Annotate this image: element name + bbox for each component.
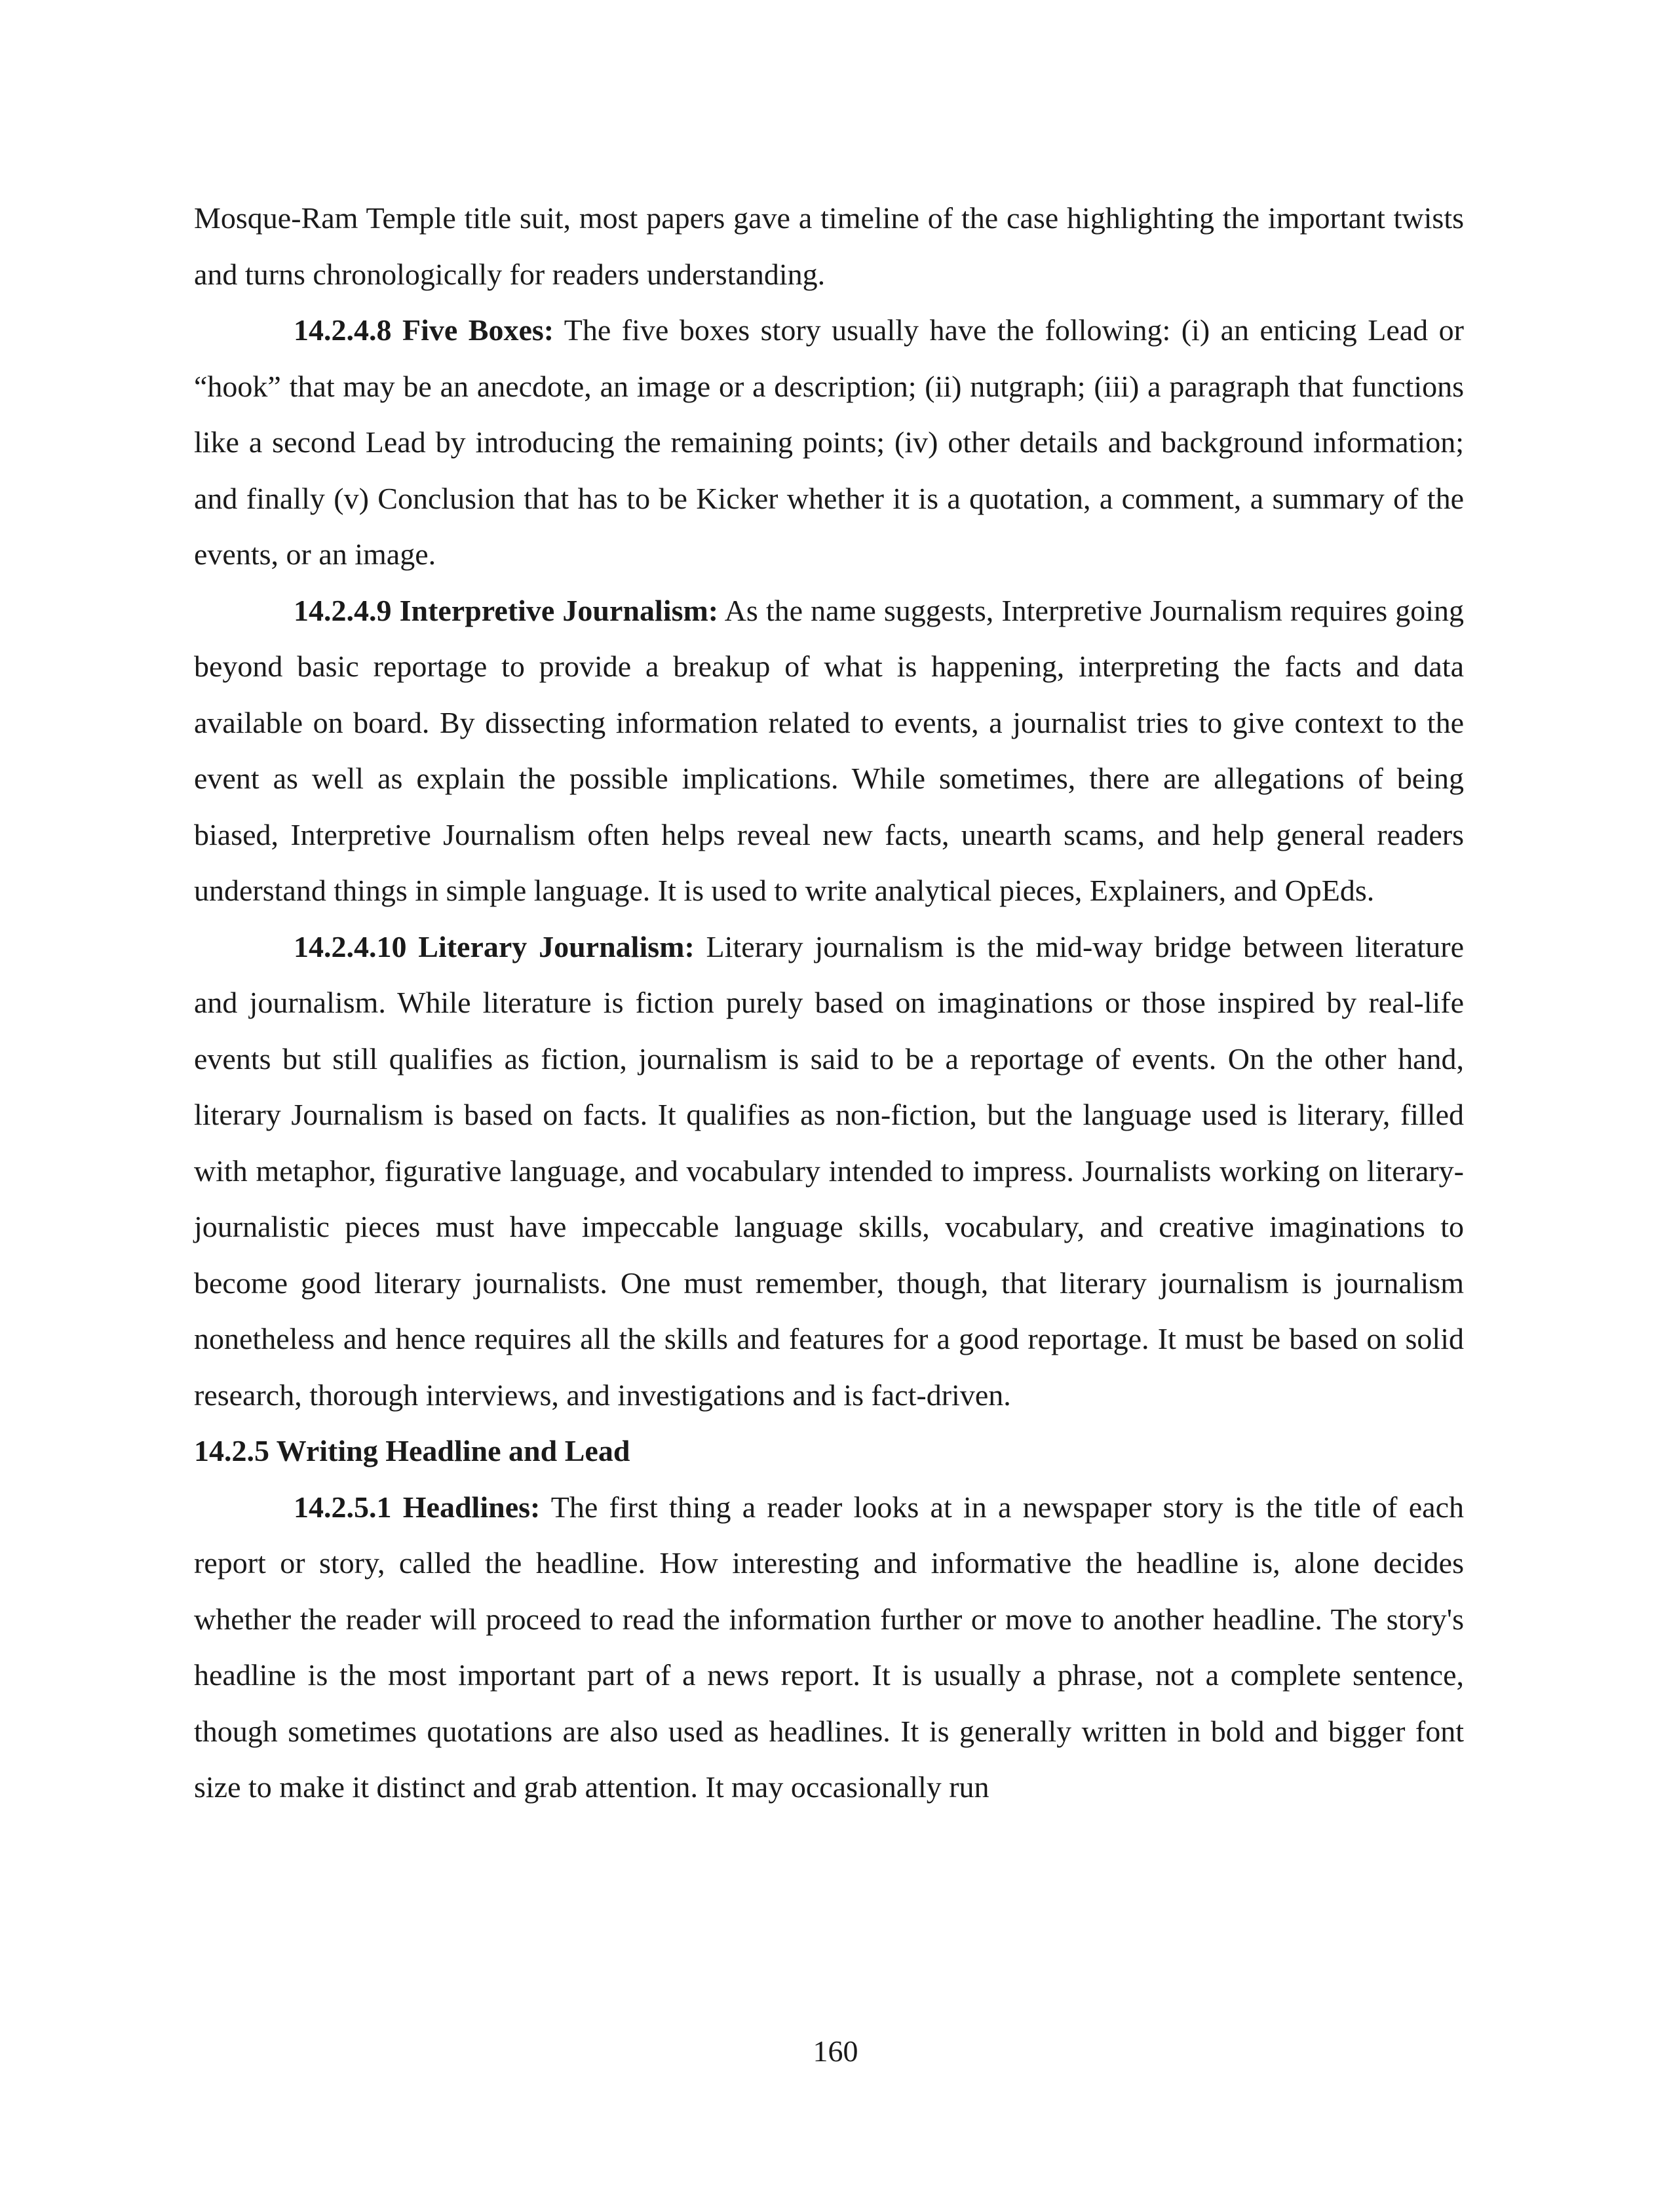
paragraph-text: Mosque-Ram Temple title suit, most papers gave a timeline of the case highlighting the important twists and turns chronologically for readers understanding. [194, 201, 1464, 291]
paragraph-text: As the name suggests, Interpretive Journalism requires going beyond basic reportage to provide a breakup of what is happening, interpreting the facts and data available on board. By dissecting information related to events, a journalist tries to give context to the event as well as explain the possible implications. While sometimes, there are allegations of being biased, Interpretive Journalism often helps reveal new facts, unearth scams, and help general readers understand things in simple language. It is used to write analytical pieces, Explainers, and OpEds. [194, 593, 1465, 907]
paragraph-text: The five boxes story usually have the following: (i) an enticing Lead or “hook” that may be an anecdote, an image or a description; (ii) nutgraph; (iii) a paragraph that functions like a second Lead by introducing the remaining points; (iv) other details and background information; and finally (v) Conclusion that has to be Kicker whether it is a quotation, a comment, a summary of the events, or an image. [194, 313, 1464, 571]
paragraph-headlines [194, 1479, 1464, 1815]
section-heading: 14.2.5 Writing Headline and Lead [194, 1434, 630, 1467]
paragraph-heading: 14.2.4.10 Literary Journalism: [294, 929, 695, 963]
paragraph-text: The first thing a reader looks at in a newspaper story is the title of each report or story, called the headline. How interesting and informative the headline is, alone decides whether the reader will proceed to read the information further or move to another headline. The story's headline is the most important part of a news report. It is usually a phrase, not a complete sentence, though sometimes quotations are also used as headlines. It is generally written in bold and bigger font size to make it distinct and grab attention. It may occasionally run [194, 1490, 1464, 1804]
paragraph-five-boxes [194, 302, 1464, 583]
paragraph-heading: 14.2.5.1 Headlines: [294, 1490, 541, 1524]
paragraph-continuation [194, 190, 1464, 302]
paragraph-heading: 14.2.4.8 Five Boxes: [294, 313, 554, 347]
paragraph-text: Literary journalism is the mid-way bridge between literature and journalism. While literature is fiction purely based on imaginations or those inspired by real-life events but still qualifies as fiction, journalism is said to be a reportage of events. On the other hand, literary Journalism is based on facts. It qualifies as non-fiction, but the language used is literary, filled with metaphor, figurative language, and vocabulary intended to impress. Journalists working on literary-journalistic pieces must have impeccable language skills, vocabulary, and creative imaginations to become good literary journalists. One must remember, though, that literary journalism is journalism nonetheless and hence requires all the skills and features for a good reportage. It must be based on solid research, thorough interviews, and investigations and is fact-driven. [194, 929, 1464, 1412]
page-body [194, 190, 1464, 1815]
paragraph-literary-journalism [194, 919, 1464, 1424]
paragraph-interpretive-journalism [194, 583, 1464, 919]
paragraph-heading: 14.2.4.9 Interpretive Journalism: [294, 593, 719, 627]
page-number: 160 [813, 2034, 858, 2068]
